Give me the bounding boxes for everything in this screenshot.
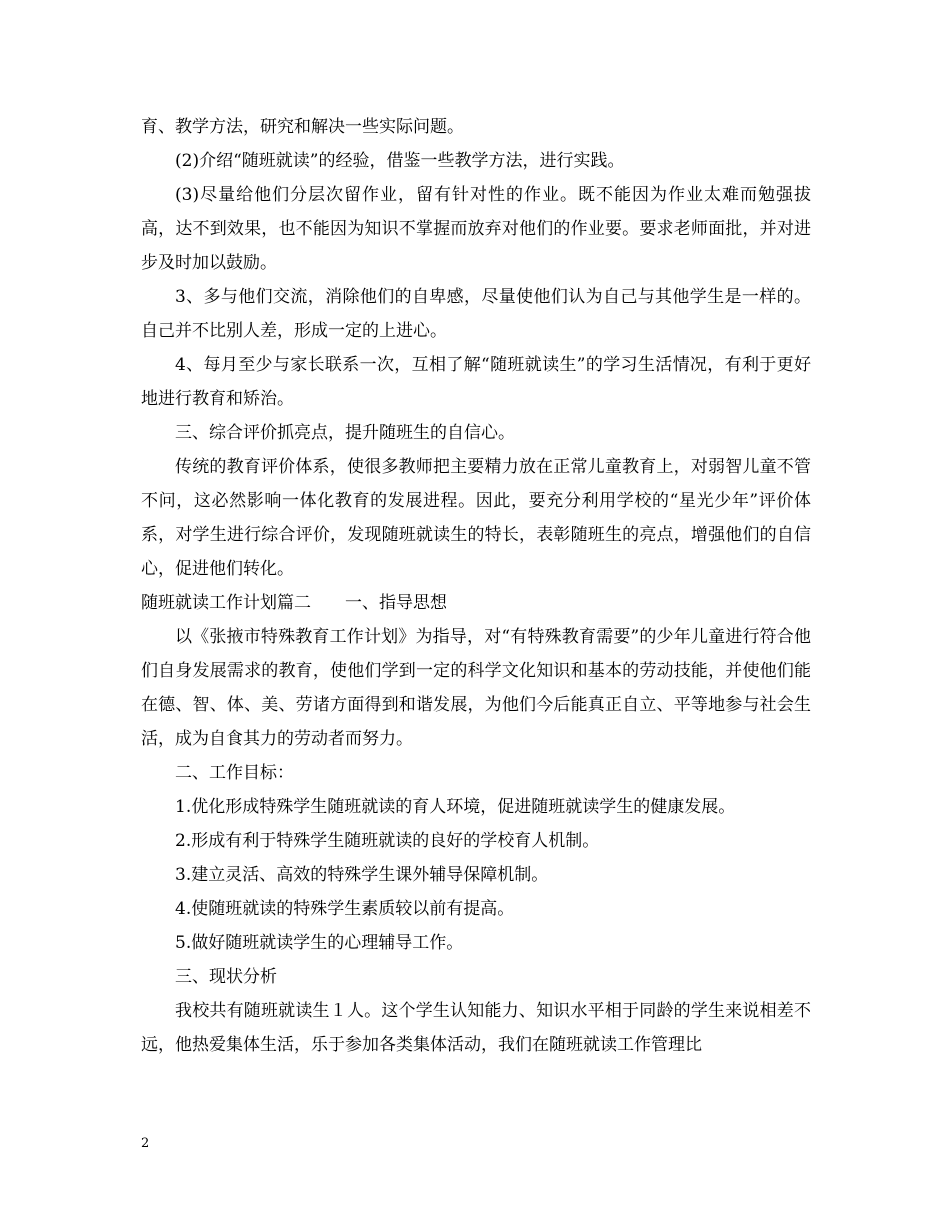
paragraph-2: (2)介绍“随班就读”的经验，借鉴一些教学方法，进行实践。 [175, 151, 625, 171]
article-heading [141, 586, 811, 620]
paragraph-status: 我校共有随班就读生１人。这个学生认知能力、知识水平相于同龄的学生来说相差不远，他热爱集体生活，乐于参加各类集体活动，我们在随班就读工作管理比 [141, 1001, 811, 1055]
paragraph-7: 传统的教育评价体系，使很多教师把主要精力放在正常儿童教育上，对弱智儿童不管不问，这必然影响一体化教育的发展进程。因此，要充分利用学校的“星光少年”评价体系，对学生进行综合评价，发现随班就读生的特长，表彰随班生的亮点，增强他们的自信心，促进他们转化。 [141, 457, 811, 579]
section-heading-3: 三、综合评价抓亮点，提升随班生的自信心。 [175, 423, 515, 443]
paragraph-5: 4、每月至少与家长联系一次，互相了解“随班就读生”的学习生活情况，有利于更好地进行教育和矫治。 [141, 355, 811, 409]
paragraph-1: 育、教学方法，研究和解决一些实际问题。 [141, 117, 464, 137]
paragraph-4: 3、多与他们交流，消除他们的自卑感，尽量使他们认为自己与其他学生是一样的。自己并不比别人差，形成一定的上进心。 [141, 287, 811, 341]
paragraph-3: (3)尽量给他们分层次留作业，留有针对性的作业。既不能因为作业太难而勉强拔高，达不到效果，也不能因为知识不掌握而放弃对他们的作业要。要求老师面批，并对进步及时加以鼓励。 [141, 185, 811, 273]
heading-status: 三、现状分析 [175, 967, 277, 987]
goal-item-4: 4.使随班就读的特殊学生素质较以前有提高。 [175, 899, 515, 919]
goal-item-1: 1.优化形成特殊学生随班就读的育人环境，促进随班就读学生的健康发展。 [175, 797, 736, 817]
article-subtitle: 一、指导思想 [345, 593, 447, 613]
article-title: 随班就读工作计划篇二 [141, 593, 311, 613]
page-number: 2 [141, 1136, 150, 1151]
document-body [141, 110, 811, 1062]
goal-item-2: 2.形成有利于特殊学生随班就读的良好的学校育人机制。 [175, 831, 600, 851]
paragraph-guiding: 以《张掖市特殊教育工作计划》为指导，对“有特殊教育需要”的少年儿童进行符合他们自身发展需求的教育，使他们学到一定的科学文化知识和基本的劳动技能，并使他们能在德、智、体、美、劳诸方面得到和谐发展，为他们今后能真正自立、平等地参与社会生活，成为自食其力的劳动者而努力。 [141, 627, 811, 749]
goal-item-5: 5.做好随班就读学生的心理辅导工作。 [175, 933, 464, 953]
heading-goals: 二、工作目标： [175, 763, 294, 783]
goal-item-3: 3.建立灵活、高效的特殊学生课外辅导保障机制。 [175, 865, 549, 885]
